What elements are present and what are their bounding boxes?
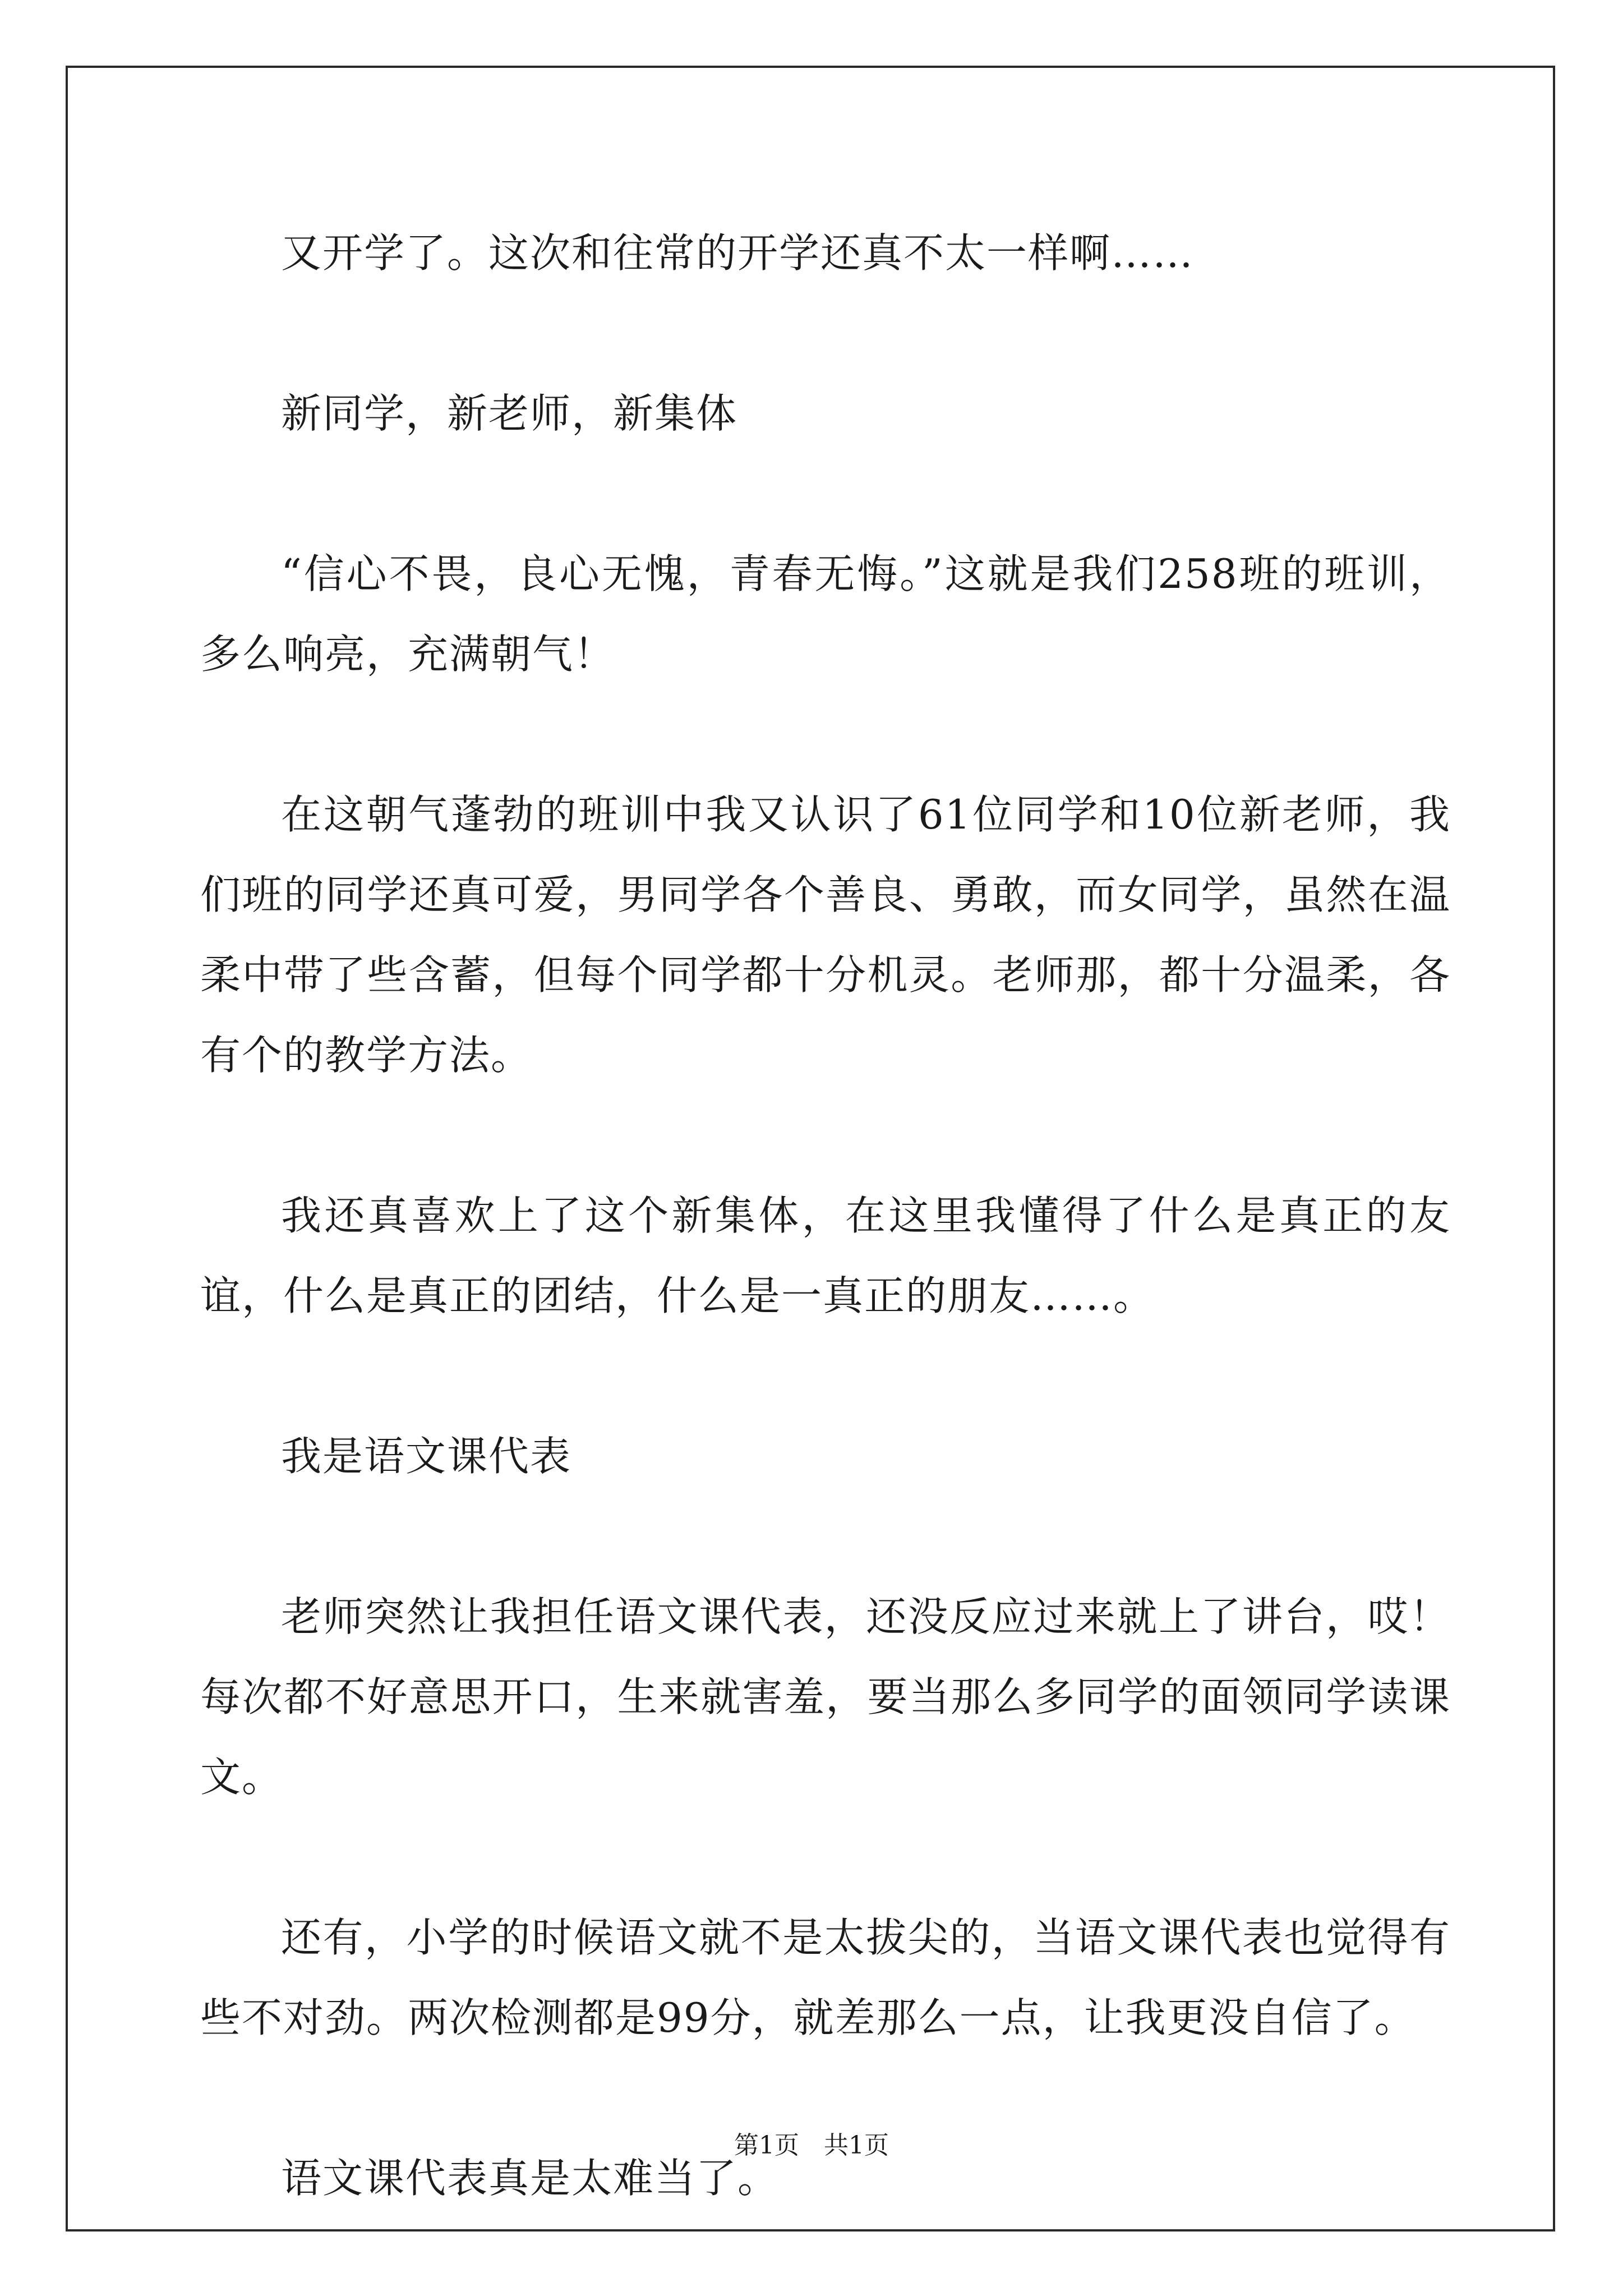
section-heading-representative: 我是语文课代表 <box>281 1433 572 1480</box>
paragraph-confidence: 还有，小学的时候语文就不是太拔尖的，当语文课代表也觉得有些不对劲。两次检测都是99分，就差那么一点，让我更没自信了。 <box>200 1914 1451 2041</box>
paragraph-class-motto: “信心不畏，良心无愧，青春无悔。”这就是我们258班的班训，多么响亮，充满朝气！ <box>200 550 1451 678</box>
paragraph-classmates: 在这朝气蓬勃的班训中我又认识了61位同学和10位新老师，我们班的同学还真可爱，男同学各个善良、勇敢，而女同学，虽然在温柔中带了些含蓄，但每个同学都十分机灵。老师那，都十分温柔，各有个的教学方法。 <box>200 791 1451 1079</box>
paragraph-intro: 又开学了。这次和往常的开学还真不太一样啊…… <box>281 229 1195 277</box>
paragraph-conclusion: 语文课代表真是太难当了。 <box>281 2155 780 2202</box>
paragraph-appointed: 老师突然让我担任语文课代表，还没反应过来就上了讲台，哎！每次都不好意思开口，生来就害羞，要当那么多同学的面领同学读课文。 <box>200 1593 1451 1801</box>
page-number-footer: 第1页 共1页 <box>734 2131 889 2160</box>
section-heading-new-class: 新同学，新老师，新集体 <box>281 390 738 437</box>
document-body <box>200 213 1451 2219</box>
paragraph-friendship: 我还真喜欢上了这个新集体，在这里我懂得了什么是真正的友谊，什么是真正的团结，什么是一真正的朋友……。 <box>200 1192 1451 1319</box>
